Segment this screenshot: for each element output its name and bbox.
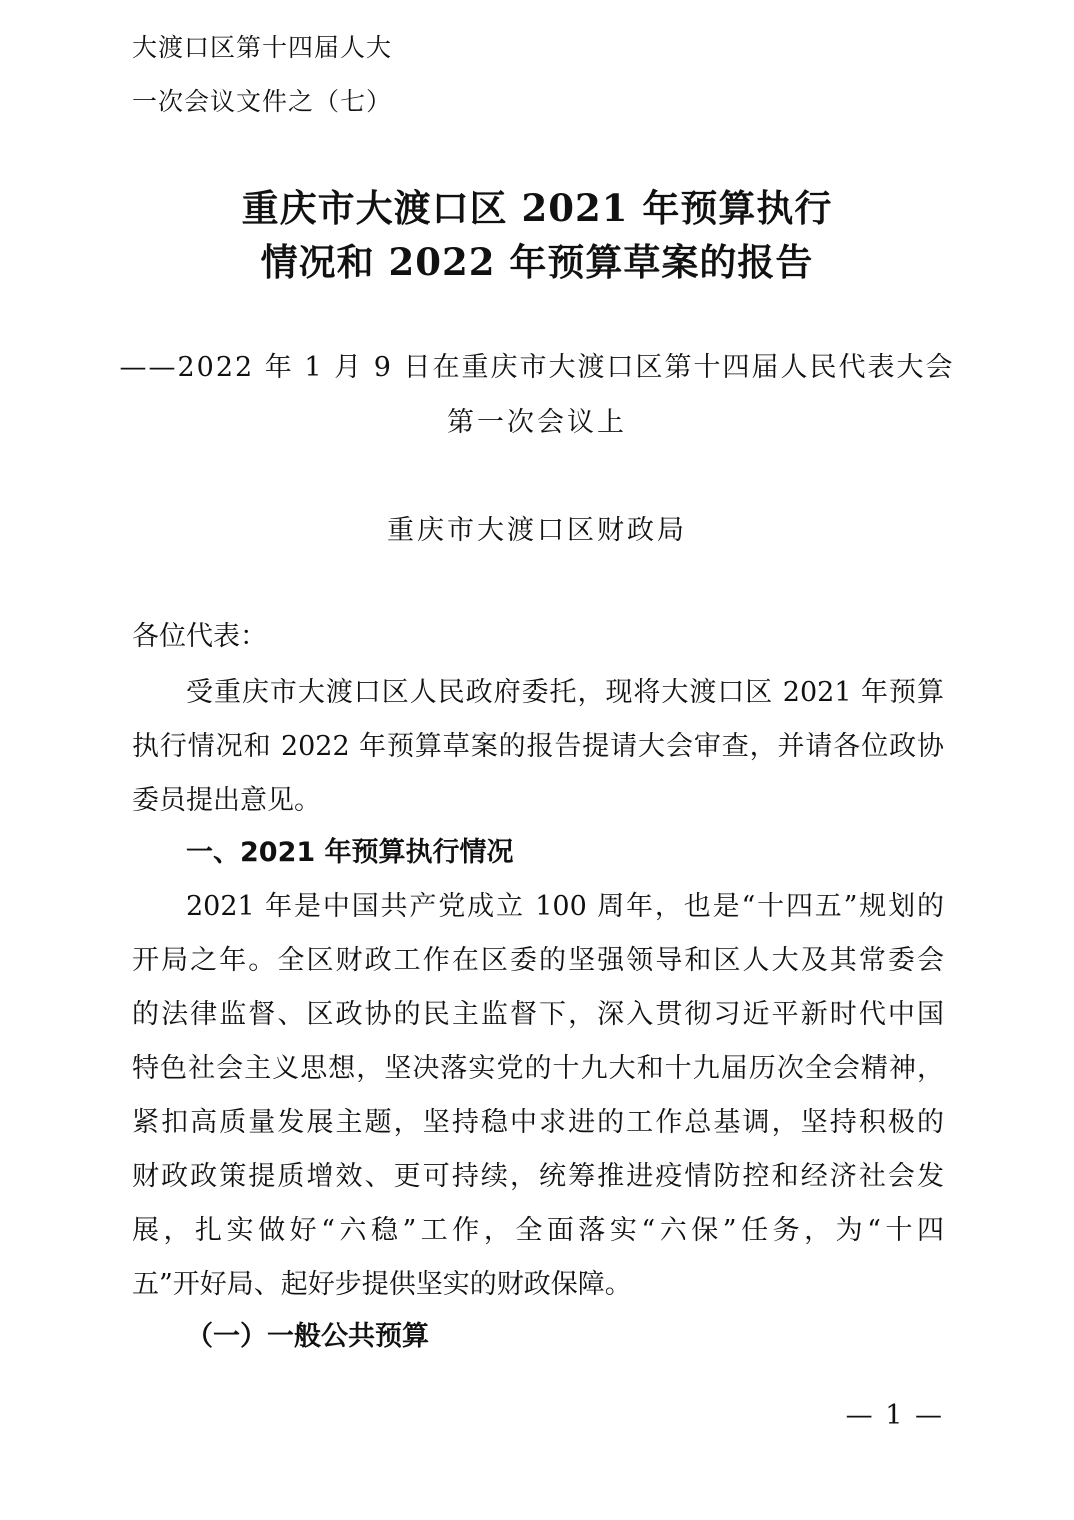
report-title-line-1: 重庆市大渡口区 2021 年预算执行: [241, 186, 833, 230]
paragraph-2-line: 的法律监督、区政协的民主监督下，深入贯彻习近平新时代中国: [132, 999, 944, 1030]
report-title-line-2: 情况和 2022 年预算草案的报告: [260, 240, 814, 284]
paragraph-2-line: 2021 年是中国共产党成立 100 周年，也是“十四五”规划的: [186, 891, 944, 922]
page-number: — 1 —: [845, 1400, 944, 1431]
paragraph-2-line: 开局之年。全区财政工作在区委的坚强领导和区人大及其常委会: [132, 945, 944, 976]
salutation: 各位代表：: [132, 621, 267, 652]
subtitle-line-2: 第一次会议上: [447, 407, 627, 438]
paragraph-2-line: 财政政策提质增效、更可持续，统筹推进疫情防控和经济社会发: [132, 1161, 944, 1192]
paragraph-2-line: 紧扣高质量发展主题，坚持稳中求进的工作总基调，坚持积极的: [132, 1107, 944, 1138]
paragraph-2-line: 特色社会主义思想，坚决落实党的十九大和十九届历次全会精神，: [132, 1053, 944, 1084]
section-heading: 一、2021 年预算执行情况: [186, 837, 514, 868]
author-organization: 重庆市大渡口区财政局: [387, 515, 687, 546]
subsection-heading: （一）一般公共预算: [186, 1321, 429, 1352]
document-header-line-1: 大渡口区第十四届人大: [132, 33, 393, 62]
paragraph-2-line: 展，扎实做好“六稳”工作，全面落实“六保”任务，为“十四: [132, 1215, 944, 1246]
paragraph-1-line: 委员提出意见。: [132, 785, 321, 816]
paragraph-1-line: 执行情况和 2022 年预算草案的报告提请大会审查，并请各位政协: [132, 731, 944, 762]
document-header-line-2: 一次会议文件之（七）: [132, 87, 393, 116]
paragraph-1-line: 受重庆市大渡口区人民政府委托，现将大渡口区 2021 年预算: [186, 677, 944, 708]
subtitle-line-1: ——2022 年 1 月 9 日在重庆市大渡口区第十四届人民代表大会: [119, 352, 955, 383]
paragraph-2-line: 五”开好局、起好步提供坚实的财政保障。: [132, 1269, 632, 1300]
